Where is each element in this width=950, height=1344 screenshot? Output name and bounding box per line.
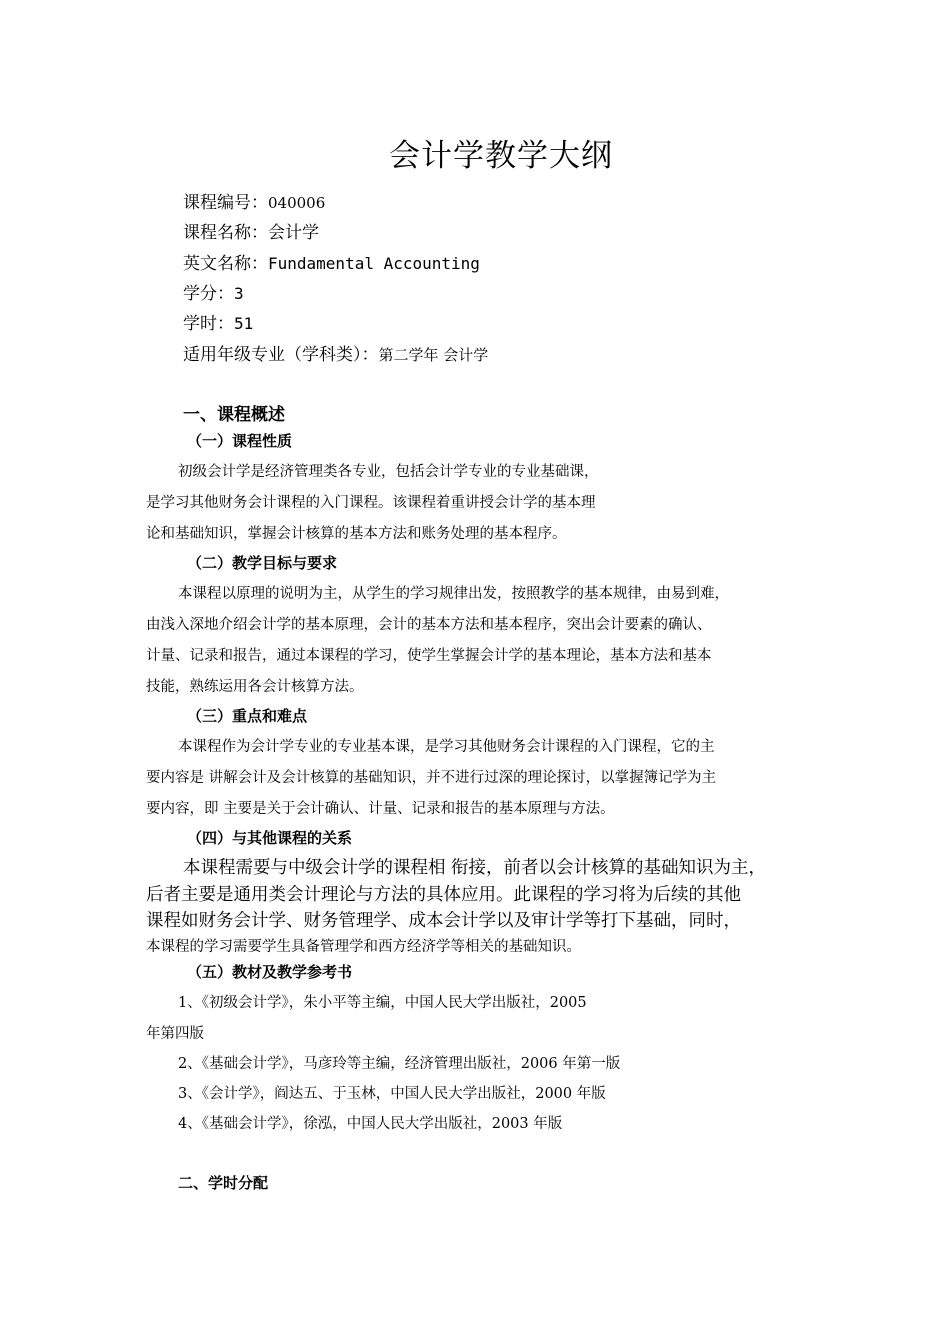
course-name: 课程名称：会计学 — [183, 223, 319, 243]
subsection-heading: （二）教学目标与要求 — [187, 554, 338, 572]
paragraph-line: 后者主要是通用类会计理论与方法的具体应用。此课程的学习将为后续的其他 — [146, 885, 741, 905]
reference-item: 4、《基础会计学》，徐泓，中国人民大学出版社，2003 年版 — [178, 1116, 563, 1132]
reference-item: 2、《基础会计学》，马彦玲等主编，经济管理出版社，2006 年第一版 — [178, 1056, 621, 1072]
paragraph-line: 初级会计学是经济管理类各专业，包括会计学专业的专业基础课， — [178, 464, 599, 480]
paragraph-line: 技能，熟练运用各会计核算方法。 — [146, 679, 364, 695]
paragraph-line: 论和基础知识，掌握会计核算的基本方法和账务处理的基本程序。 — [146, 526, 567, 542]
paragraph-line: 计量、记录和报告，通过本课程的学习，使学生掌握会计学的基本理论，基本方法和基本 — [146, 648, 712, 664]
reference-item: 年第四版 — [146, 1026, 204, 1042]
paragraph-line: 要内容是 讲解会计及会计核算的基础知识，并不进行过深的理论探讨，以掌握簿记学为主 — [146, 770, 717, 786]
paragraph-line: 课程如财务会计学、财务管理学、成本会计学以及审计学等打下基础，同时， — [146, 911, 741, 931]
section-1-heading: 一、课程概述 — [183, 405, 285, 425]
paragraph-line: 是学习其他财务会计课程的入门课程。该课程着重讲授会计学的基本理 — [146, 495, 596, 511]
paragraph-line: 本课程的学习需要学生具备管理学和西方经济学等相关的基础知识。 — [146, 939, 581, 955]
paragraph-line: 本课程以原理的说明为主，从学生的学习规律出发，按照教学的基本规律，由易到难， — [178, 586, 729, 602]
course-code: 课程编号：040006 — [183, 193, 326, 213]
section-2-heading: 二、学时分配 — [178, 1174, 269, 1192]
reference-item: 1、《初级会计学》，朱小平等主编，中国人民大学出版社，2005 — [178, 995, 587, 1011]
paragraph-line: 本课程作为会计学专业的专业基本课，是学习其他财务会计课程的入门课程，它的主 — [178, 739, 715, 755]
credit: 学分：3 — [183, 284, 244, 304]
paragraph-line: 由浅入深地介绍会计学的基本原理，会计的基本方法和基本程序，突出会计要素的确认、 — [146, 617, 712, 633]
hours: 学时：51 — [183, 314, 254, 334]
english-name: 英文名称：Fundamental Accounting — [183, 254, 480, 274]
subsection-heading: （四）与其他课程的关系 — [187, 829, 353, 847]
subsection-heading: （一）课程性质 — [187, 432, 293, 450]
subsection-heading: （三）重点和难点 — [187, 707, 308, 725]
page-title: 会计学教学大纲 — [389, 138, 613, 174]
paragraph-line: 本课程需要与中级会计学的课程相 衔接，前者以会计核算的基础知识为主， — [183, 858, 767, 878]
subsection-heading: （五）教材及教学参考书 — [187, 963, 353, 981]
reference-item: 3、《会计学》，阎达五、于玉林，中国人民大学出版社，2000 年版 — [178, 1086, 606, 1102]
paragraph-line: 要内容，即 主要是关于会计确认、计量、记录和报告的基本原理与方法。 — [146, 801, 615, 817]
applicable-grade: 适用年级专业（学科类）：第二学年 会计学 — [183, 345, 489, 365]
